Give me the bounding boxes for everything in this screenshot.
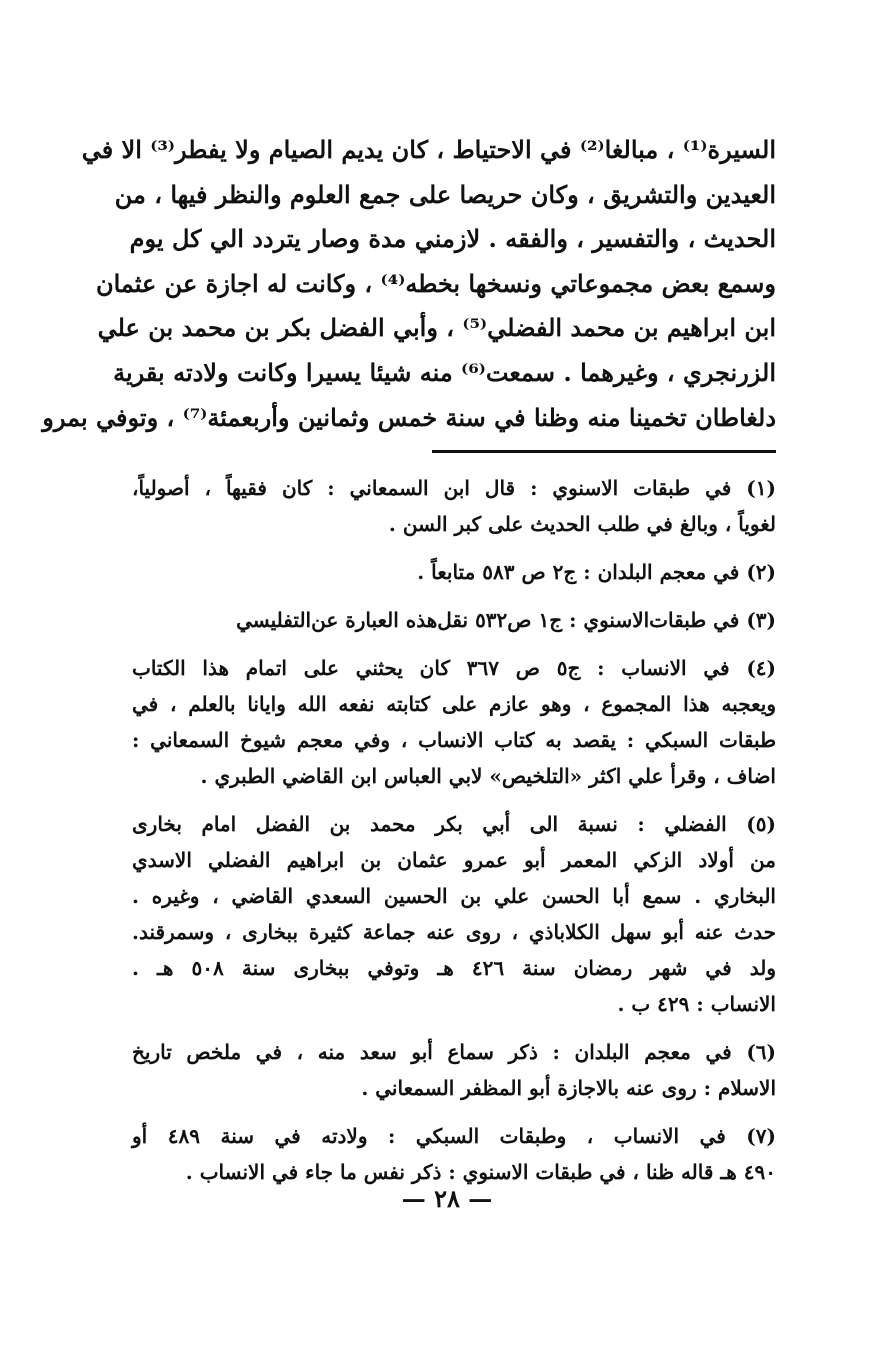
main-line: العيدين والتشريق ، وكان حريصا على جمع العلوم والنظر فيها ، من	[114, 179, 776, 209]
footnote-divider	[432, 450, 776, 453]
footnotes	[132, 470, 776, 1202]
footnote-2	[132, 554, 776, 590]
footnote-line: لغوياً ، وبالغ في طلب الحديث على كبر السن .	[388, 512, 776, 536]
footnote-line: حدث عنه أبو سهل الكلاباذي ، روى عنه جماعة كثيرة ببخارى ، وسمرقند.	[132, 920, 776, 944]
main-line: ابن ابراهيم بن محمد الفضلي⁽⁵⁾ ، وأبي الفضل بكر بن محمد بن علي	[97, 313, 776, 343]
footnote-line: (٣) في طبقات‌الاسنوي : ج١ ص٥٣٢ نقل‌هذه العبارة عن‌التفليسي	[236, 608, 776, 632]
main-text	[42, 128, 776, 440]
footnote-line: طبقات السبكي : يقصد به كتاب الانساب ، وفي معجم شيوخ السمعاني :	[132, 728, 776, 752]
footnote-line: البخاري . سمع أبا الحسن علي بن الحسين السعدي القاضي ، وغيره .	[132, 884, 776, 908]
footnote-line: (٦) في معجم البلدان : ذكر سماع أبو سعد منه ، في ملخص تاريخ	[132, 1040, 776, 1064]
footnote-6	[132, 1034, 776, 1106]
main-line: دلغاطان تخمينا منه وظنا في سنة خمس وثمانين وأربعمئة⁽⁷⁾ ، وتوفي بمرو	[42, 402, 776, 432]
main-line: وسمع بعض مجموعاتي ونسخها بخطه⁽⁴⁾ ، وكانت له اجازة عن عثمان	[95, 268, 776, 298]
footnote-line: (٢) في معجم البلدان : ج٢ ص ٥٨٣ متابعاً .	[417, 560, 776, 584]
footnote-line: الانساب : ٤٢٩ ب .	[617, 992, 776, 1016]
footnote-3	[132, 602, 776, 638]
footnote-line: من أولاد الزكي المعمر أبو عمرو عثمان بن ابراهيم الفضلي الاسدي	[132, 848, 776, 872]
footnote-5	[132, 806, 776, 1022]
footnote-line: الاسلام : روى عنه بالاجازة أبو المظفر السمعاني .	[361, 1076, 776, 1100]
footnote-line: ٤٩٠ هـ قاله ظنا ، في طبقات الاسنوي : ذكر نفس ما جاء في الانساب .	[185, 1160, 776, 1184]
footnote-line: ولد في شهر رمضان سنة ٤٢٦ هـ وتوفي ببخارى سنة ٥٠٨ هـ .	[132, 956, 776, 980]
main-line: الحديث ، والتفسير ، والفقه . لازمني مدة وصار يتردد الي كل يوم	[129, 224, 776, 254]
footnote-line: (٥) الفضلي : نسبة الى أبي بكر محمد بن الفضل امام بخارى	[132, 812, 776, 836]
main-line: الزرنجري ، وغيرهما . سمعت⁽⁶⁾ منه شيئا يسيرا وكانت ولادته بقرية	[113, 357, 776, 387]
footnote-line: اضاف ، وقرأ علي اكثر «التلخيص» لابي العباس ابن القاضي الطبري .	[200, 764, 776, 788]
footnote-line: (٧) في الانساب ، وطبقات السبكي : ولادته في سنة ٤٨٩ أو	[132, 1124, 776, 1148]
footnote-line: ويعجبه هذا المجموع ، وهو عازم على كتابته نفعه الله وايانا بالعلم ، في	[132, 692, 776, 716]
footnote-1	[132, 470, 776, 542]
footnote-4	[132, 650, 776, 794]
footnote-7	[132, 1118, 776, 1190]
main-line: السيرة⁽¹⁾ ، مبالغا⁽²⁾ في الاحتياط ، كان يديم الصيام ولا يفطر⁽³⁾ الا في	[81, 135, 776, 164]
page-number: — ٢٨ —	[401, 1184, 493, 1213]
footnote-line: (١) في طبقات الاسنوي : قال ابن السمعاني : كان فقيهاً ، أصولياً،	[132, 476, 776, 500]
footnote-line: (٤) في الانساب : ج٥ ص ٣٦٧ كان يحثني على اتمام هذا الكتاب	[132, 656, 777, 680]
